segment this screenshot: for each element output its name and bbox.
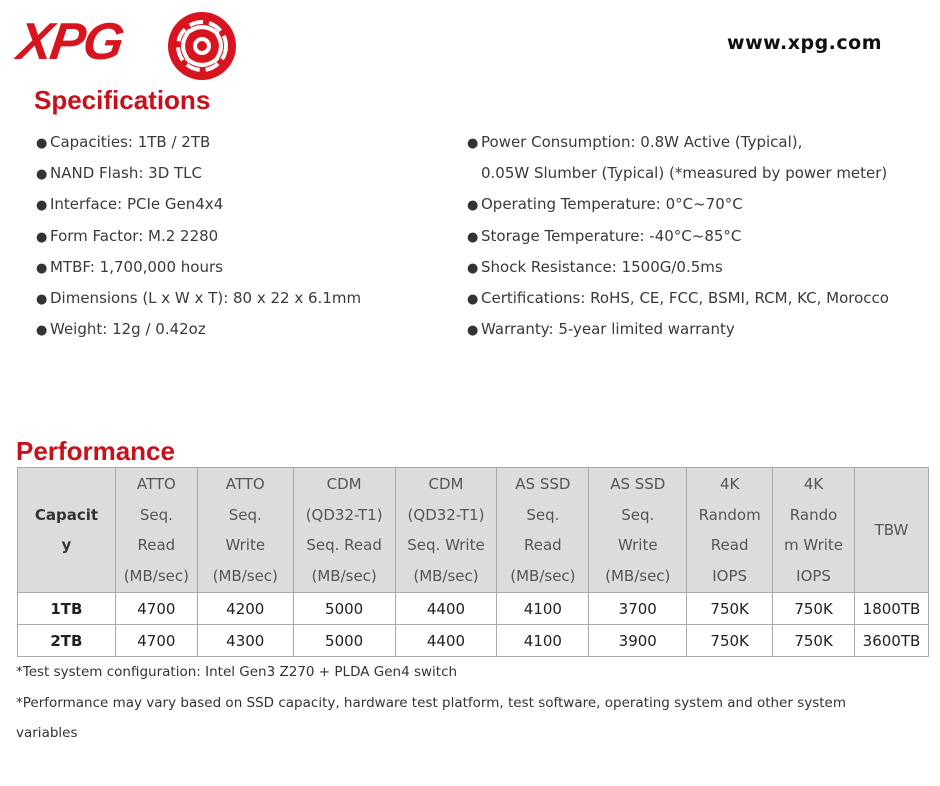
spec-item: ● Certifications: RoHS, CE, FCC, BSMI, RCM, KC, Morocco — [467, 288, 889, 307]
table-row — [18, 593, 929, 625]
value-cell: 4700 — [115, 593, 197, 625]
spec-item: ● Warranty: 5-year limited warranty — [467, 320, 735, 339]
value-cell: 750K — [687, 593, 773, 625]
footnote: *Test system configuration: Intel Gen3 Z270 + PLDA Gen4 switch — [16, 664, 458, 680]
spec-item: ● NAND Flash: 3D TLC — [36, 164, 203, 183]
value-cell: 1800TB — [854, 593, 928, 625]
capacity-cell: 2TB — [18, 625, 116, 657]
header-line: Seq. — [139, 505, 173, 524]
header-line: Read — [137, 536, 176, 554]
value-cell: 5000 — [293, 625, 395, 657]
value-cell: 750K — [687, 625, 773, 657]
header-line: Seq. Read — [306, 536, 382, 554]
value-cell: 4100 — [497, 593, 589, 625]
value-cell: 3900 — [589, 625, 687, 657]
xpg-emblem-icon — [166, 10, 238, 82]
brand-logo: XPG — [13, 13, 126, 71]
header-line: AS SSD — [515, 475, 571, 493]
footnote: *Performance may vary based on SSD capacity, hardware test platform, test software, operating system and other system — [16, 694, 847, 711]
specifications-heading: Specifications — [34, 85, 211, 115]
spec-list-right — [467, 127, 889, 345]
value-cell: 3600TB — [854, 625, 928, 657]
spec-item-continuation: 0.05W Slumber (Typical) (*measured by power meter) — [481, 164, 888, 183]
value-cell: 4200 — [197, 593, 293, 625]
header-line: (QD32-T1) — [407, 505, 485, 524]
header-line: Seq. Write — [407, 536, 485, 554]
header-line: AS SSD — [610, 475, 666, 493]
spec-item: ● Dimensions (L x W x T): 80 x 22 x 6.1mm — [36, 288, 362, 307]
header-line: IOPS — [712, 566, 748, 585]
header-line: 4K — [719, 475, 740, 493]
column-header — [197, 468, 293, 593]
column-header — [115, 468, 197, 593]
header-line: TBW — [874, 520, 909, 539]
header-line: Rando — [789, 505, 838, 524]
performance-heading: Performance — [16, 436, 175, 466]
value-cell: 750K — [773, 593, 855, 625]
spec-item: ● Shock Resistance: 1500G/0.5ms — [467, 257, 723, 276]
column-header-capacity — [18, 468, 116, 593]
capacity-cell: 1TB — [18, 593, 116, 625]
spec-item: ● Capacities: 1TB / 2TB — [36, 133, 211, 151]
header-line: (MB/sec) — [413, 566, 479, 585]
column-header — [497, 468, 589, 593]
column-header — [589, 468, 687, 593]
header-line: CDM — [326, 475, 362, 493]
header-line: (MB/sec) — [123, 566, 189, 585]
header-line: (MB/sec) — [311, 566, 377, 585]
spec-item: ● Form Factor: M.2 2280 — [36, 226, 219, 245]
header-line: Seq. — [228, 505, 262, 524]
header-line: (QD32-T1) — [305, 505, 383, 524]
header-line: 4K — [803, 475, 824, 493]
column-header — [854, 468, 928, 593]
table-header-row — [18, 468, 929, 593]
value-cell: 4300 — [197, 625, 293, 657]
column-header — [773, 468, 855, 593]
header-line: Capacit — [34, 505, 99, 524]
header-line: Seq. — [621, 505, 655, 524]
header-line: Seq. — [526, 505, 560, 524]
header-line: Read — [524, 536, 562, 554]
header-line: y — [61, 536, 72, 554]
header-line: ATTO — [225, 475, 265, 493]
header-line: CDM — [428, 475, 464, 493]
value-cell: 4700 — [115, 625, 197, 657]
footnotes — [16, 657, 896, 749]
value-cell: 4100 — [497, 625, 589, 657]
column-header — [293, 468, 395, 593]
value-cell: 750K — [773, 625, 855, 657]
header-line: Write — [617, 536, 658, 554]
header-line: (MB/sec) — [510, 566, 576, 585]
header-line: Read — [710, 536, 749, 554]
column-header — [687, 468, 773, 593]
spec-item: ● Weight: 12g / 0.42oz — [36, 320, 206, 339]
header-line: m Write — [784, 536, 844, 554]
spec-item: ● Power Consumption: 0.8W Active (Typical), — [467, 133, 803, 151]
header-line: Write — [225, 536, 266, 554]
value-cell: 4400 — [395, 593, 497, 625]
header-line: (MB/sec) — [605, 566, 671, 585]
header-line: Random — [698, 505, 761, 524]
value-cell: 3700 — [589, 593, 687, 625]
spec-list-left — [36, 127, 361, 345]
column-header — [395, 468, 497, 593]
header-line: IOPS — [796, 566, 831, 585]
spec-item: ● Operating Temperature: 0°C~70°C — [467, 195, 743, 214]
spec-item: ● Interface: PCIe Gen4x4 — [36, 195, 224, 214]
spec-item: ● Storage Temperature: -40°C~85°C — [467, 226, 742, 245]
spec-item: ● MTBF: 1,700,000 hours — [36, 257, 223, 276]
header-line: ATTO — [136, 475, 176, 493]
performance-table — [17, 467, 929, 657]
site-url: www.xpg.com — [727, 32, 882, 54]
value-cell: 5000 — [293, 593, 395, 625]
header-line: (MB/sec) — [212, 566, 278, 585]
footnote: variables — [16, 725, 78, 741]
value-cell: 4400 — [395, 625, 497, 657]
table-row — [18, 625, 929, 657]
